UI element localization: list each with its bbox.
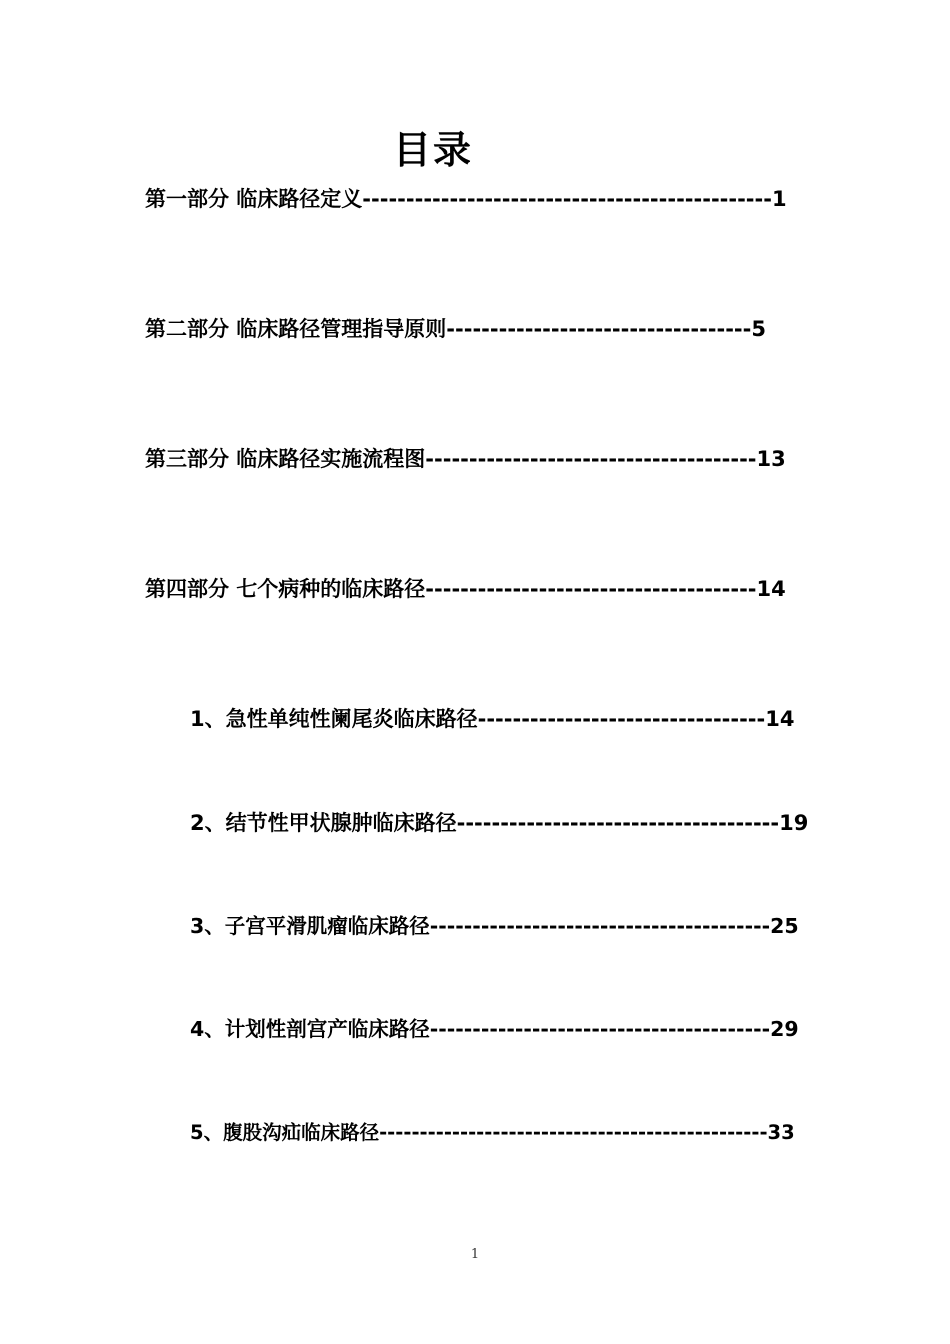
toc-title: 目录: [392, 128, 473, 172]
toc-entry-sub-2: 2、结节性甲状腺肿临床路径-------------------------------------19: [190, 811, 809, 835]
toc-entry-sub-1: 1、急性单纯性阑尾炎临床路径---------------------------------14: [190, 707, 795, 731]
toc-entry-sub-5: 5、腹股沟疝临床路径------------------------------------------------33: [190, 1121, 795, 1144]
toc-entry-part-1: 第一部分 临床路径定义-----------------------------------------------1: [145, 187, 787, 211]
toc-entry-part-2: 第二部分 临床路径管理指导原则-----------------------------------5: [145, 317, 766, 341]
toc-entry-sub-4: 4、计划性剖宫产临床路径----------------------------------------29: [190, 1017, 799, 1041]
toc-entry-sub-3: 3、子宫平滑肌瘤临床路径----------------------------------------25: [190, 914, 799, 938]
toc-entry-part-4: 第四部分 七个病种的临床路径--------------------------------------14: [145, 577, 786, 601]
toc-entry-part-3: 第三部分 临床路径实施流程图--------------------------------------13: [145, 447, 786, 471]
page-number: 1: [470, 1247, 480, 1262]
